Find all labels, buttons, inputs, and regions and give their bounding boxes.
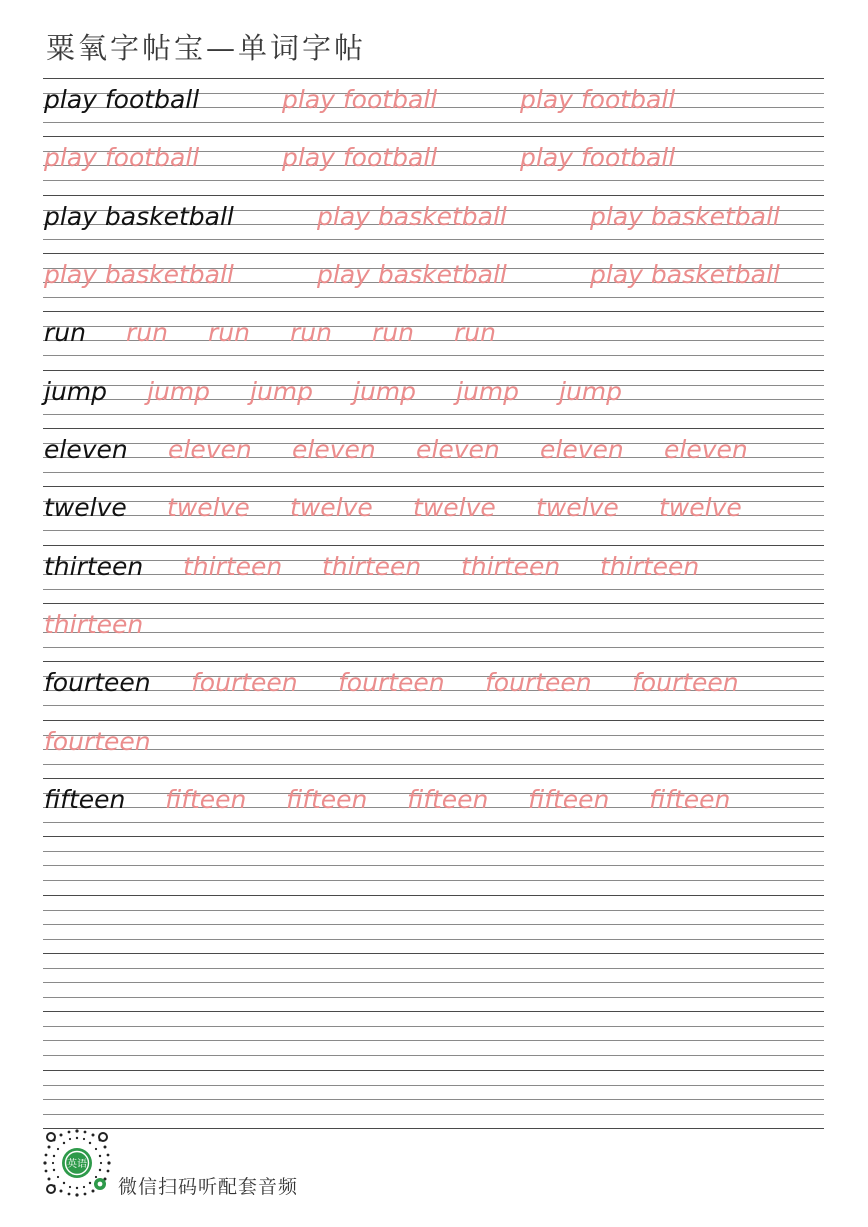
ruling-guide-line [43, 1040, 824, 1041]
ruling-top-line [43, 253, 824, 254]
ruling-top-line [43, 661, 824, 662]
trace-word: fifteen [649, 785, 731, 814]
trace-word: run [126, 318, 168, 347]
ruling-guide-line [43, 122, 824, 123]
ruling-guide-line [43, 632, 824, 633]
trace-word: jump [147, 377, 211, 406]
ruling-top-line [43, 778, 824, 779]
ruling-top-line [43, 195, 824, 196]
trace-word: thirteen [44, 610, 144, 639]
ruling-guide-line [43, 764, 824, 765]
ruling-guide-line [43, 705, 824, 706]
ruling-guide-line [43, 822, 824, 823]
trace-word: fourteen [632, 668, 739, 697]
ruling-guide-line [43, 735, 824, 736]
ruling-guide-line [43, 574, 824, 575]
trace-word: fifteen [286, 785, 368, 814]
trace-word: twelve [167, 493, 250, 522]
ruling-guide-line [43, 414, 824, 415]
ruling-guide-line [43, 1085, 824, 1086]
ruling-guide-line [43, 1114, 824, 1115]
ruling-guide-line [43, 1026, 824, 1027]
ruling-guide-line [43, 865, 824, 866]
ruling-guide-line [43, 982, 824, 983]
qr-code-icon[interactable] [40, 1126, 114, 1200]
trace-word: thirteen [600, 552, 700, 581]
trace-word: eleven [292, 435, 376, 464]
trace-word: play football [520, 143, 676, 172]
ruling-guide-line [43, 968, 824, 969]
ruling-guide-line [43, 910, 824, 911]
trace-word: twelve [659, 493, 742, 522]
ruling-top-line [43, 720, 824, 721]
ruling-guide-line [43, 851, 824, 852]
footer [40, 1126, 360, 1206]
ruling-guide-line [43, 939, 824, 940]
trace-word: play football [44, 143, 200, 172]
trace-word: fourteen [485, 668, 592, 697]
ruling-guide-line [43, 180, 824, 181]
ruling-guide-line [43, 618, 824, 619]
model-word: thirteen [44, 552, 144, 581]
footer-scan-caption: 微信扫码听配套音频 [118, 1176, 299, 1198]
model-word: fourteen [44, 668, 151, 697]
ruling-top-line [43, 895, 824, 896]
ruling-guide-line [43, 1055, 824, 1056]
trace-word: play football [520, 85, 676, 114]
trace-word: run [372, 318, 414, 347]
trace-word: run [208, 318, 250, 347]
ruling-top-line [43, 78, 824, 79]
ruling-top-line [43, 1070, 824, 1071]
trace-word: run [290, 318, 332, 347]
model-word: play football [44, 85, 200, 114]
ruling-guide-line [43, 749, 824, 750]
trace-word: fourteen [191, 668, 298, 697]
trace-word: twelve [290, 493, 373, 522]
page-title: 粟氧字帖宝—单词字帖 [46, 31, 367, 65]
trace-word: eleven [664, 435, 748, 464]
ruling-top-line [43, 836, 824, 837]
ruling-top-line [43, 428, 824, 429]
trace-word: eleven [168, 435, 252, 464]
ruling-top-line [43, 1011, 824, 1012]
ruling-guide-line [43, 560, 824, 561]
ruling-guide-line [43, 297, 824, 298]
trace-word: fourteen [44, 727, 151, 756]
trace-word: play basketball [590, 202, 780, 231]
ruling-guide-line [43, 997, 824, 998]
ruling-guide-line [43, 530, 824, 531]
ruling-top-line [43, 545, 824, 546]
ruling-top-line [43, 486, 824, 487]
ruling-top-line [43, 311, 824, 312]
ruling-guide-line [43, 1099, 824, 1100]
trace-word: play basketball [317, 260, 507, 289]
ruling-guide-line [43, 589, 824, 590]
model-word: run [44, 318, 86, 347]
trace-word: fifteen [528, 785, 610, 814]
trace-word: play football [282, 85, 438, 114]
ruling-top-line [43, 136, 824, 137]
trace-word: twelve [413, 493, 496, 522]
trace-word: jump [250, 377, 314, 406]
ruling-top-line [43, 603, 824, 604]
ruling-guide-line [43, 924, 824, 925]
ruling-top-line [43, 370, 824, 371]
trace-word: eleven [540, 435, 624, 464]
trace-word: jump [559, 377, 623, 406]
model-word: twelve [44, 493, 127, 522]
trace-word: twelve [536, 493, 619, 522]
ruling-guide-line [43, 239, 824, 240]
qr-badge-label: 英语 [67, 1159, 87, 1170]
model-word: play basketball [44, 202, 234, 231]
model-word: eleven [44, 435, 128, 464]
ruling-guide-line [43, 355, 824, 356]
trace-word: fourteen [338, 668, 445, 697]
trace-word: jump [353, 377, 417, 406]
trace-word: play basketball [44, 260, 234, 289]
trace-word: fifteen [165, 785, 247, 814]
model-word: jump [44, 377, 108, 406]
trace-word: thirteen [183, 552, 283, 581]
model-word: fifteen [44, 785, 126, 814]
ruling-guide-line [43, 880, 824, 881]
trace-word: eleven [416, 435, 500, 464]
trace-word: thirteen [322, 552, 422, 581]
trace-word: fifteen [407, 785, 489, 814]
ruling-guide-line [43, 472, 824, 473]
trace-word: jump [456, 377, 520, 406]
trace-word: run [454, 318, 496, 347]
trace-word: play basketball [590, 260, 780, 289]
ruling-guide-line [43, 647, 824, 648]
trace-word: play basketball [317, 202, 507, 231]
trace-word: play football [282, 143, 438, 172]
trace-word: thirteen [461, 552, 561, 581]
ruling-top-line [43, 953, 824, 954]
